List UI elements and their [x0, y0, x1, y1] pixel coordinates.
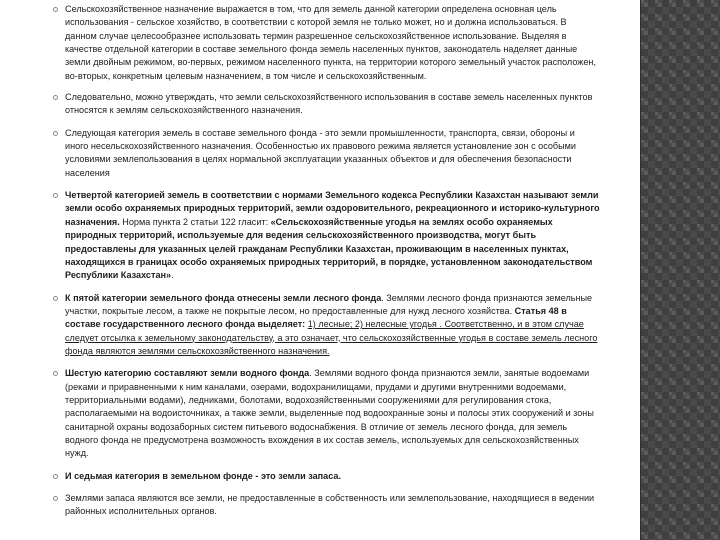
bullet-icon [53, 296, 58, 301]
bullet-icon [53, 474, 58, 479]
bullet-paragraph-5 [50, 292, 600, 359]
paragraph-4-bold-intro: Четвертой категорией земель в соответствии с нормами Земельного кодекса Республики Казахстан называют земли земли особо охраняемых природных территорий, земли оздоровительного, рекреационного и историко-культурного назначения. [65, 190, 600, 227]
paragraph-8-text: Землями запаса являются все земли, не предоставленные в собственность или землепользование, находящиеся в ведении районных исполнительных органов. [65, 493, 595, 517]
paragraph-2-text: Следовательно, можно утверждать, что земли сельскохозяйственного использования в составе земель населенных пунктов относятся к землям сельскохозяйственного назначения. [65, 92, 593, 116]
bullet-icon [53, 193, 58, 198]
paragraph-4-end: . [171, 270, 174, 281]
bullet-paragraph-3 [50, 127, 600, 180]
bullet-icon [53, 371, 58, 376]
paragraph-3-text: Следующая категория земель в составе земельного фонда - это земли промышленности, транспорта, связи, обороны и иного несельскохозяйственного назначения. Особенностью их правового режима является установление зон с особыми условиями землепользования в целях нормальной эксплуатации указанных объектов и для обеспечения безопасности населения [65, 127, 577, 178]
paragraph-6-text: . Землями водного фонда признаются земли, занятые водоемами (реками и приравненными к ним каналами, озерами, водохранилищами, прудами и другими внутренними водоемами, территориальными водами), ледниками, болотами, водохозяйственными сооружениями для регулирования стока, располагаемыми на водоисточниках, а также земли, выделенные под водоохранные зоны и полосы этих сооружений и зоны санитарной охраны водозаборных систем питьевого водоснабжения. В отличие от земель лесного фонда, для земель водного фонда не предусмотрена возможность вхождения в их состав земель, используемых для сельскохозяйственных нужд. [65, 368, 594, 459]
bullet-paragraph-8 [50, 492, 600, 519]
bullet-paragraph-2 [50, 91, 600, 118]
paragraph-5-bold-intro: К пятой категории земельного фонда отнесены земли лесного фонда [65, 292, 382, 303]
paragraph-5-text: . Землями лесного фонда признаются земельные участки, покрытые лесом, а также не покрытые лесом, но предоставленные для нужд лесного хозяйства. [65, 292, 593, 316]
decorative-side-panel [641, 0, 720, 540]
bullet-paragraph-4 [50, 189, 600, 282]
paragraph-7-text: И седьмая категория в земельном фонде - это земли запаса. [65, 470, 341, 481]
bullet-icon [53, 95, 58, 100]
paragraph-6-bold-intro: Шестую категорию составляют земли водного фонда [65, 368, 310, 379]
slide-content [50, 3, 600, 519]
paragraph-4-text: Норма пункта 2 статьи 122 гласит: [119, 216, 271, 227]
bullet-icon [53, 496, 58, 501]
paragraph-5-underlined: 1) лесные; 2) нелесные угодья . Соответственно, и в этом случае следует отсылка к земельному законодательству, а это означает, что сельскохозяйственные угодья в составе земель лесного фонда являются землями сельскохозяйственного назначения. [65, 319, 598, 356]
bullet-paragraph-6 [50, 367, 600, 460]
paragraph-1-text: Сельскохозяйственное назначение выражается в том, что для земель данной категории определена основная цель использования - сельское хозяйство, в соответствии с которой земля не только может, но и должна использоваться. В данном случае целесообразнее использовать термин разрешенное сельскохозяйственное использование. Выделяя в качестве отдельной категории в составе земельного фонда земель населенных пунктов, законодатель наделяет данные земли двойным режимом, во-первых, режимом населенного пункта, на территории которого земельный участок расположен, во-вторых, конкретным целевым назначением, в том числе и сельскохозяйственным. [65, 4, 596, 81]
bullet-paragraph-7 [50, 470, 600, 483]
paragraph-4-quote: «Сельскохозяйственные угодья на землях особо охраняемых природных территорий, используемые для ведения сельскохозяйственного производства, могут быть предоставлены для указанных целей гражданам Республики Казахстан, проживающим в населенных пунктах, находящихся в границах особо охраняемых природных территорий, в порядке, установленном законодательством Республики Казахстан» [65, 216, 593, 281]
bullet-icon [53, 131, 58, 136]
paragraph-5-article: Статья 48 в составе государственного лесного фонда выделяет: [65, 305, 567, 330]
bullet-paragraph-1 [50, 3, 600, 83]
bullet-icon [53, 7, 58, 12]
